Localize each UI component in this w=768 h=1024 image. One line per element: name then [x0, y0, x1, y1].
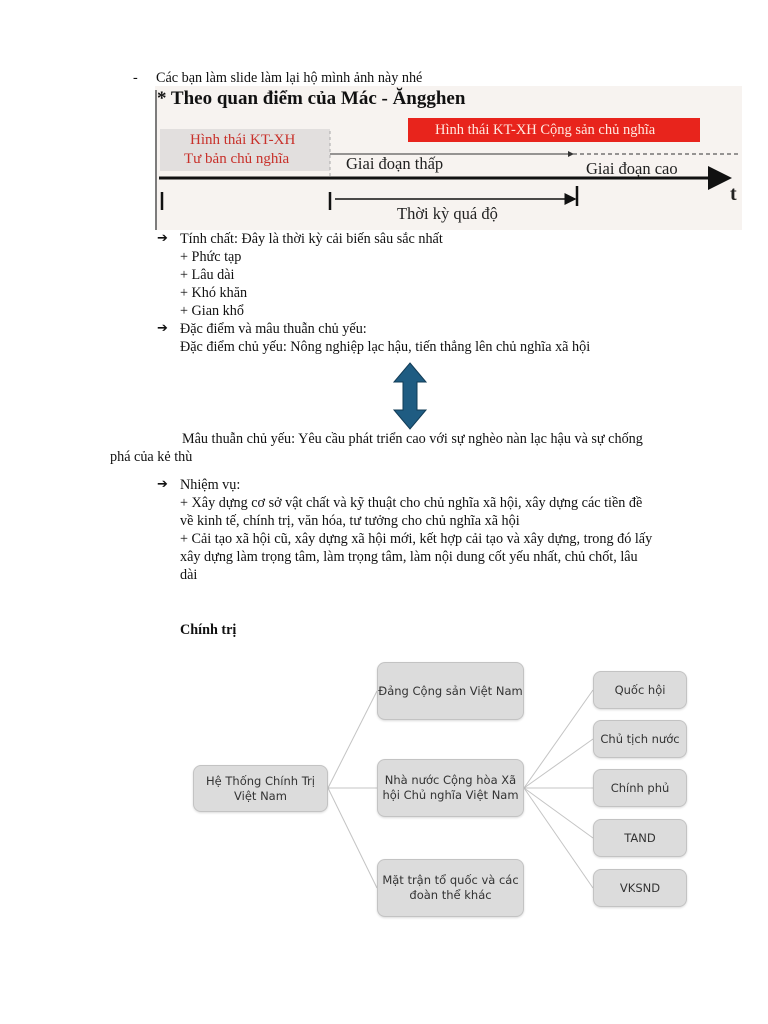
figure-title: * Theo quan điểm của Mác - Ăngghen: [157, 88, 466, 109]
intro-text: Các bạn làm slide làm lại hộ mình ảnh này nhé: [156, 70, 423, 86]
arrow-bullet-icon: ➔: [157, 231, 168, 246]
transition-label: Thời kỳ quá độ: [397, 204, 498, 223]
capitalism-box-line1: Hình thái KT-XH: [190, 132, 296, 148]
features-heading: Đặc điểm và mâu thuẫn chủ yếu:: [180, 321, 367, 337]
node-front: [377, 859, 524, 917]
capitalism-box-line2: Tư bản chủ nghĩa: [184, 151, 290, 167]
nature-heading: Tính chất: Đây là thời kỳ cải biến sâu sắc nhất: [180, 231, 443, 247]
node-political-system-line1: Hệ Thống Chính Trị: [206, 773, 315, 788]
arrow-bullet-icon: ➔: [157, 321, 168, 336]
node-party: Đảng Cộng sản Việt Nam: [377, 662, 524, 720]
nature-item: + Lâu dài: [180, 267, 235, 283]
node-political-system: [193, 765, 328, 812]
node-national-assembly: Quốc hội: [593, 671, 687, 709]
task-line: về kinh tế, chính trị, văn hóa, tư tưởng cho chủ nghĩa xã hội: [180, 513, 520, 529]
task-line: + Cải tạo xã hội cũ, xây dựng xã hội mới, kết hợp cải tạo và xây dựng, trong đó lấy: [180, 531, 653, 547]
politics-heading: Chính trị: [180, 622, 237, 638]
nature-item: + Phức tạp: [180, 249, 242, 265]
node-supreme-court: TAND: [593, 819, 687, 857]
node-political-system-line2: Việt Nam: [234, 788, 287, 803]
task-line: dài: [180, 567, 198, 583]
arrow-bullet-icon: ➔: [157, 477, 168, 492]
task-line: + Xây dựng cơ sở vật chất và kỹ thuật cho chủ nghĩa xã hội, xây dựng các tiền đề: [180, 495, 643, 511]
node-state-line2: hội Chủ nghĩa Việt Nam: [382, 788, 519, 802]
node-president: Chủ tịch nước: [593, 720, 687, 758]
nature-item: + Khó khăn: [180, 285, 248, 301]
stage-low-label: Giai đoạn thấp: [346, 154, 444, 173]
contradiction-text-cont: phá của kẻ thù: [110, 449, 193, 465]
axis-t-label: t: [730, 183, 737, 205]
node-front-line1: Mặt trận tổ quốc và các: [382, 873, 519, 887]
communism-box: Hình thái KT-XH Cộng sản chủ nghĩa: [408, 118, 700, 142]
main-feature-text: Đặc điểm chủ yếu: Nông nghiệp lạc hậu, tiến thẳng lên chủ nghĩa xã hội: [180, 339, 591, 355]
contradiction-text: Mâu thuẫn chủ yếu: Yêu cầu phát triển cao với sự nghèo nàn lạc hậu và sự chống: [182, 431, 643, 447]
nature-item: + Gian khổ: [180, 303, 244, 319]
task-line: xây dựng làm trọng tâm, làm trọng tâm, làm nội dung cốt yếu nhất, chủ chốt, lâu: [180, 549, 638, 565]
node-front-line2: đoàn thể khác: [409, 888, 492, 902]
intro-dash: -: [133, 70, 138, 86]
node-state: [377, 759, 524, 817]
stage-high-label: Giai đoạn cao: [586, 159, 678, 178]
node-procuracy: VKSND: [593, 869, 687, 907]
node-state-line1: Nhà nước Cộng hòa Xã: [384, 773, 517, 787]
tasks-heading: Nhiệm vụ:: [180, 477, 241, 493]
node-government: Chính phủ: [593, 769, 687, 807]
